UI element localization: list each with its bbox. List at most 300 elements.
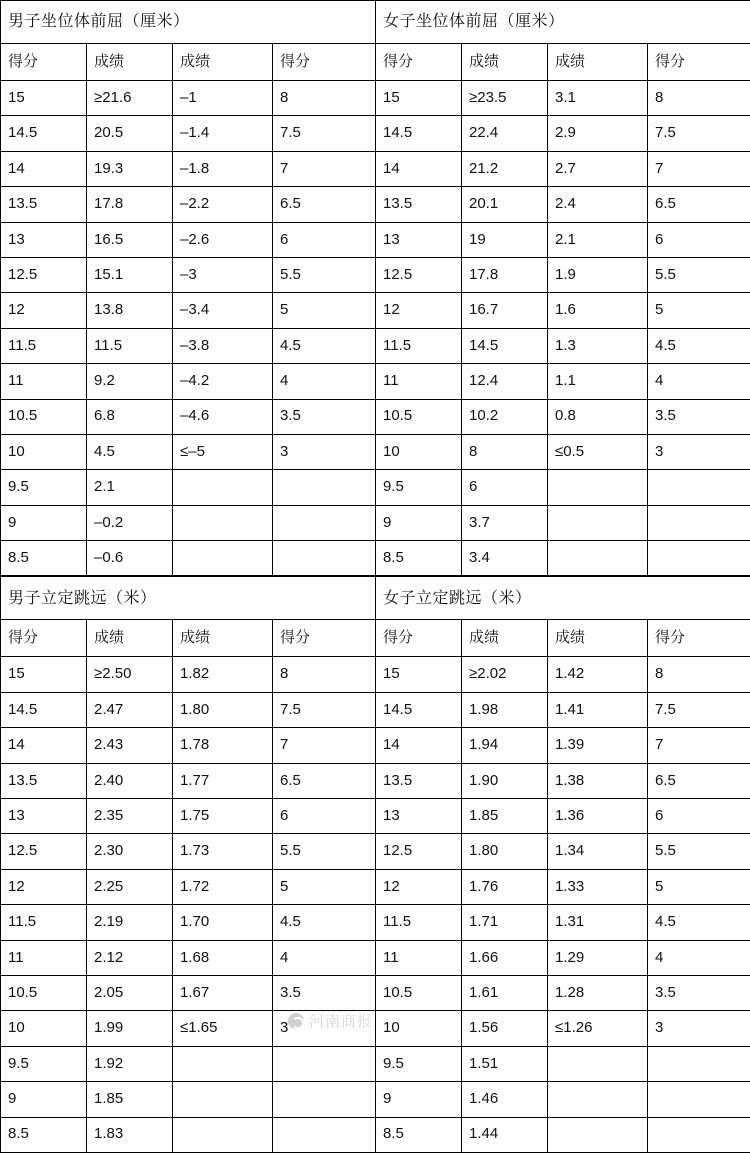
table-male-sit-and-reach bbox=[0, 0, 376, 576]
table-header-row bbox=[376, 44, 750, 81]
cell-empty bbox=[273, 541, 376, 576]
cell-score: 3.5 bbox=[648, 975, 750, 1010]
cell-score: 8 bbox=[648, 657, 750, 692]
cell-result: 1.80 bbox=[462, 834, 548, 869]
table-row bbox=[1, 187, 376, 222]
cell-score: 3.5 bbox=[273, 975, 376, 1010]
cell-result: –4.2 bbox=[173, 364, 273, 399]
cell-score: 6 bbox=[273, 222, 376, 257]
cell-result: 1.6 bbox=[548, 293, 648, 328]
table-title: 男子坐位体前屈（厘米） bbox=[1, 1, 376, 44]
cell-empty bbox=[648, 1046, 750, 1081]
cell-score: 7.5 bbox=[648, 116, 750, 151]
table-title: 女子立定跳远（米） bbox=[376, 577, 750, 620]
column-header-score-low: 得分 bbox=[1, 620, 87, 657]
column-header-score-high: 得分 bbox=[273, 620, 376, 657]
cell-score: 7.5 bbox=[273, 116, 376, 151]
cell-result: 1.36 bbox=[548, 799, 648, 834]
cell-score: 5.5 bbox=[648, 834, 750, 869]
cell-score: 5.5 bbox=[273, 834, 376, 869]
cell-empty bbox=[173, 470, 273, 505]
table-row bbox=[1, 222, 376, 257]
cell-result: 1.3 bbox=[548, 328, 648, 363]
table-row bbox=[1, 1082, 376, 1117]
cell-score: 14 bbox=[376, 151, 462, 186]
cell-score: 6.5 bbox=[648, 187, 750, 222]
cell-score: 15 bbox=[376, 657, 462, 692]
table-row bbox=[376, 151, 750, 186]
cell-result: 19 bbox=[462, 222, 548, 257]
cell-result: 1.70 bbox=[173, 905, 273, 940]
table-row bbox=[376, 81, 750, 116]
cell-score: 3 bbox=[648, 1011, 750, 1046]
cell-score: 14.5 bbox=[376, 116, 462, 151]
table-row bbox=[376, 257, 750, 292]
cell-result: 1.85 bbox=[87, 1082, 173, 1117]
cell-result: 10.2 bbox=[462, 399, 548, 434]
cell-empty bbox=[548, 1082, 648, 1117]
cell-empty bbox=[648, 1117, 750, 1152]
cell-score: 9 bbox=[376, 505, 462, 540]
cell-result: 1.80 bbox=[173, 692, 273, 727]
cell-score: 11 bbox=[376, 364, 462, 399]
cell-result: 1.72 bbox=[173, 869, 273, 904]
table-row bbox=[1, 151, 376, 186]
cell-result: 1.33 bbox=[548, 869, 648, 904]
cell-score: 9.5 bbox=[1, 470, 87, 505]
table-row bbox=[376, 940, 750, 975]
cell-empty bbox=[548, 541, 648, 576]
cell-result: 1.39 bbox=[548, 728, 648, 763]
cell-score: 5 bbox=[273, 293, 376, 328]
table-row bbox=[1, 869, 376, 904]
cell-result: 2.35 bbox=[87, 799, 173, 834]
cell-score: 4.5 bbox=[648, 328, 750, 363]
cell-score: 10.5 bbox=[1, 975, 87, 1010]
table-row bbox=[1, 1011, 376, 1046]
cell-result: 17.8 bbox=[87, 187, 173, 222]
cell-result: 1.9 bbox=[548, 257, 648, 292]
cell-result: 2.47 bbox=[87, 692, 173, 727]
table-row bbox=[1, 116, 376, 151]
column-header-score-low: 得分 bbox=[376, 44, 462, 81]
cell-score: 3 bbox=[273, 434, 376, 469]
cell-score: 4 bbox=[273, 940, 376, 975]
cell-score: 10 bbox=[1, 1011, 87, 1046]
cell-score: 4 bbox=[273, 364, 376, 399]
cell-result: 1.77 bbox=[173, 763, 273, 798]
cell-result: –3.4 bbox=[173, 293, 273, 328]
cell-result: 11.5 bbox=[87, 328, 173, 363]
table-row bbox=[376, 293, 750, 328]
cell-score: 13.5 bbox=[376, 763, 462, 798]
cell-result: 1.78 bbox=[173, 728, 273, 763]
cell-score: 7.5 bbox=[273, 692, 376, 727]
cell-score: 11 bbox=[1, 940, 87, 975]
table-row bbox=[1, 799, 376, 834]
cell-score: 13.5 bbox=[376, 187, 462, 222]
cell-score: 8.5 bbox=[376, 1117, 462, 1152]
column-header-result-high: 成绩 bbox=[548, 620, 648, 657]
cell-result: –0.6 bbox=[87, 541, 173, 576]
cell-score: 4.5 bbox=[648, 905, 750, 940]
cell-empty bbox=[173, 505, 273, 540]
cell-result: 1.90 bbox=[462, 763, 548, 798]
cell-result: 6 bbox=[462, 470, 548, 505]
column-header-result-low: 成绩 bbox=[462, 44, 548, 81]
cell-result: 1.56 bbox=[462, 1011, 548, 1046]
table-wrapper-male-standing-long-jump bbox=[0, 576, 375, 1152]
cell-score: 11.5 bbox=[376, 328, 462, 363]
cell-empty bbox=[548, 470, 648, 505]
cell-score: 14 bbox=[1, 151, 87, 186]
cell-score: 5 bbox=[648, 869, 750, 904]
table-male-standing-long-jump bbox=[0, 576, 376, 1152]
table-wrapper-male-sit-and-reach bbox=[0, 0, 375, 576]
cell-result: 22.4 bbox=[462, 116, 548, 151]
cell-score: 6 bbox=[273, 799, 376, 834]
cell-empty bbox=[273, 1117, 376, 1152]
cell-result: 1.76 bbox=[462, 869, 548, 904]
table-row bbox=[1, 728, 376, 763]
cell-score: 12 bbox=[1, 869, 87, 904]
cell-score: 10.5 bbox=[376, 975, 462, 1010]
table-row bbox=[1, 940, 376, 975]
cell-result: 1.31 bbox=[548, 905, 648, 940]
column-header-score-low: 得分 bbox=[376, 620, 462, 657]
table-row bbox=[376, 505, 750, 540]
cell-result: 2.1 bbox=[87, 470, 173, 505]
table-row bbox=[1, 541, 376, 576]
cell-result: 1.66 bbox=[462, 940, 548, 975]
cell-score: 10.5 bbox=[1, 399, 87, 434]
table-row bbox=[1, 692, 376, 727]
column-header-score-low: 得分 bbox=[1, 44, 87, 81]
cell-empty bbox=[173, 1046, 273, 1081]
cell-result: 1.85 bbox=[462, 799, 548, 834]
cell-score: 12 bbox=[1, 293, 87, 328]
cell-score: 13 bbox=[1, 222, 87, 257]
table-row bbox=[1, 657, 376, 692]
cell-result: 1.51 bbox=[462, 1046, 548, 1081]
cell-result: 1.71 bbox=[462, 905, 548, 940]
table-row bbox=[1, 505, 376, 540]
table-row bbox=[376, 328, 750, 363]
table-row bbox=[376, 434, 750, 469]
cell-result: 1.92 bbox=[87, 1046, 173, 1081]
cell-score: 8 bbox=[648, 81, 750, 116]
cell-result: 2.9 bbox=[548, 116, 648, 151]
cell-result: 12.4 bbox=[462, 364, 548, 399]
cell-empty bbox=[548, 505, 648, 540]
cell-result: 2.05 bbox=[87, 975, 173, 1010]
table-row bbox=[376, 1082, 750, 1117]
cell-score: 14 bbox=[1, 728, 87, 763]
table-row bbox=[1, 257, 376, 292]
cell-result: 1.75 bbox=[173, 799, 273, 834]
cell-score: 14.5 bbox=[1, 692, 87, 727]
table-row bbox=[1, 399, 376, 434]
cell-result: 2.30 bbox=[87, 834, 173, 869]
cell-result: 1.42 bbox=[548, 657, 648, 692]
table-row bbox=[376, 187, 750, 222]
cell-result: 13.8 bbox=[87, 293, 173, 328]
cell-score: 3.5 bbox=[648, 399, 750, 434]
cell-score: 5 bbox=[273, 869, 376, 904]
cell-score: 13 bbox=[1, 799, 87, 834]
cell-result: ≥2.02 bbox=[462, 657, 548, 692]
table-title-row bbox=[1, 577, 376, 620]
table-row bbox=[376, 728, 750, 763]
cell-score: 6.5 bbox=[273, 187, 376, 222]
cell-result: 1.61 bbox=[462, 975, 548, 1010]
cell-result: 1.99 bbox=[87, 1011, 173, 1046]
cell-result: –4.6 bbox=[173, 399, 273, 434]
table-row bbox=[376, 364, 750, 399]
cell-score: 14.5 bbox=[1, 116, 87, 151]
table-row bbox=[1, 293, 376, 328]
cell-score: 14.5 bbox=[376, 692, 462, 727]
cell-result: 3.1 bbox=[548, 81, 648, 116]
cell-empty bbox=[173, 541, 273, 576]
table-row bbox=[1, 975, 376, 1010]
table-row bbox=[1, 328, 376, 363]
cell-score: 10 bbox=[1, 434, 87, 469]
cell-result: 3.4 bbox=[462, 541, 548, 576]
cell-result: 1.82 bbox=[173, 657, 273, 692]
cell-result: 2.25 bbox=[87, 869, 173, 904]
table-row bbox=[376, 905, 750, 940]
cell-result: 2.7 bbox=[548, 151, 648, 186]
cell-empty bbox=[648, 1082, 750, 1117]
column-header-result-low: 成绩 bbox=[87, 620, 173, 657]
cell-result: –3 bbox=[173, 257, 273, 292]
cell-result: 1.34 bbox=[548, 834, 648, 869]
cell-score: 7 bbox=[273, 728, 376, 763]
cell-result: ≤0.5 bbox=[548, 434, 648, 469]
table-row bbox=[376, 975, 750, 1010]
cell-empty bbox=[273, 1082, 376, 1117]
cell-result: 1.98 bbox=[462, 692, 548, 727]
table-wrapper-female-standing-long-jump bbox=[375, 576, 750, 1152]
cell-result: 1.73 bbox=[173, 834, 273, 869]
table-row bbox=[376, 692, 750, 727]
cell-score: 7 bbox=[648, 151, 750, 186]
table-row bbox=[1, 834, 376, 869]
cell-result: –1 bbox=[173, 81, 273, 116]
cell-score: 12 bbox=[376, 293, 462, 328]
cell-result: 16.5 bbox=[87, 222, 173, 257]
column-header-score-high: 得分 bbox=[648, 620, 750, 657]
cell-score: 5.5 bbox=[648, 257, 750, 292]
cell-score: 13.5 bbox=[1, 187, 87, 222]
table-row bbox=[376, 657, 750, 692]
cell-result: 16.7 bbox=[462, 293, 548, 328]
table-row bbox=[1, 434, 376, 469]
cell-score: 5 bbox=[648, 293, 750, 328]
cell-result: 1.83 bbox=[87, 1117, 173, 1152]
cell-empty bbox=[548, 1117, 648, 1152]
cell-score: 9 bbox=[1, 1082, 87, 1117]
cell-result: 2.1 bbox=[548, 222, 648, 257]
cell-score: 15 bbox=[376, 81, 462, 116]
cell-score: 9 bbox=[1, 505, 87, 540]
cell-result: 2.12 bbox=[87, 940, 173, 975]
table-row bbox=[1, 1046, 376, 1081]
cell-score: 13 bbox=[376, 222, 462, 257]
cell-result: 8 bbox=[462, 434, 548, 469]
cell-score: 12.5 bbox=[1, 834, 87, 869]
cell-result: 0.8 bbox=[548, 399, 648, 434]
table-row bbox=[376, 834, 750, 869]
table-row bbox=[376, 116, 750, 151]
table-female-sit-and-reach bbox=[375, 0, 750, 576]
table-title: 男子立定跳远（米） bbox=[1, 577, 376, 620]
table-row bbox=[376, 1011, 750, 1046]
table-row bbox=[376, 222, 750, 257]
cell-empty bbox=[273, 470, 376, 505]
table-title: 女子坐位体前屈（厘米） bbox=[376, 1, 750, 44]
table-row bbox=[1, 81, 376, 116]
cell-result: –0.2 bbox=[87, 505, 173, 540]
table-row bbox=[376, 1046, 750, 1081]
table-row bbox=[376, 869, 750, 904]
cell-score: 3 bbox=[273, 1011, 376, 1046]
cell-empty bbox=[173, 1117, 273, 1152]
table-header-row bbox=[1, 620, 376, 657]
cell-score: 12.5 bbox=[376, 834, 462, 869]
cell-score: 7 bbox=[648, 728, 750, 763]
table-title-row bbox=[1, 1, 376, 44]
cell-result: –1.8 bbox=[173, 151, 273, 186]
cell-result: 1.67 bbox=[173, 975, 273, 1010]
cell-result: ≥21.6 bbox=[87, 81, 173, 116]
cell-score: 7 bbox=[273, 151, 376, 186]
cell-score: 10 bbox=[376, 434, 462, 469]
table-female-standing-long-jump bbox=[375, 576, 750, 1152]
cell-result: ≤1.26 bbox=[548, 1011, 648, 1046]
cell-empty bbox=[273, 505, 376, 540]
cell-result: 1.28 bbox=[548, 975, 648, 1010]
cell-score: 4 bbox=[648, 364, 750, 399]
cell-score: 4.5 bbox=[273, 328, 376, 363]
cell-result: 1.46 bbox=[462, 1082, 548, 1117]
cell-result: 1.68 bbox=[173, 940, 273, 975]
cell-score: 5.5 bbox=[273, 257, 376, 292]
cell-score: 13.5 bbox=[1, 763, 87, 798]
cell-score: 11 bbox=[1, 364, 87, 399]
cell-result: 2.43 bbox=[87, 728, 173, 763]
cell-score: 11.5 bbox=[1, 905, 87, 940]
cell-result: 2.19 bbox=[87, 905, 173, 940]
cell-score: 9.5 bbox=[376, 470, 462, 505]
cell-score: 12.5 bbox=[1, 257, 87, 292]
watermark-text: 河南商报 bbox=[309, 1010, 373, 1031]
table-row bbox=[1, 763, 376, 798]
cell-score: 8 bbox=[273, 81, 376, 116]
cell-result: 6.8 bbox=[87, 399, 173, 434]
table-wrapper-female-sit-and-reach bbox=[375, 0, 750, 576]
table-row bbox=[376, 763, 750, 798]
cell-score: 12 bbox=[376, 869, 462, 904]
cell-result: 9.2 bbox=[87, 364, 173, 399]
cell-result: 21.2 bbox=[462, 151, 548, 186]
cell-result: –2.2 bbox=[173, 187, 273, 222]
cell-result: 17.8 bbox=[462, 257, 548, 292]
cell-result: –3.8 bbox=[173, 328, 273, 363]
cell-empty bbox=[648, 470, 750, 505]
table-row bbox=[1, 364, 376, 399]
cell-score: 4 bbox=[648, 940, 750, 975]
cell-score: 10.5 bbox=[376, 399, 462, 434]
cell-score: 15 bbox=[1, 657, 87, 692]
cell-empty bbox=[548, 1046, 648, 1081]
table-row bbox=[376, 399, 750, 434]
cell-result: –1.4 bbox=[173, 116, 273, 151]
cell-score: 13 bbox=[376, 799, 462, 834]
column-header-result-high: 成绩 bbox=[548, 44, 648, 81]
cell-result: 1.1 bbox=[548, 364, 648, 399]
cell-score: 12.5 bbox=[376, 257, 462, 292]
cell-score: 9.5 bbox=[1, 1046, 87, 1081]
cell-score: 11.5 bbox=[376, 905, 462, 940]
table-header-row bbox=[376, 620, 750, 657]
cell-score: 9.5 bbox=[376, 1046, 462, 1081]
column-header-score-high: 得分 bbox=[648, 44, 750, 81]
cell-result: 14.5 bbox=[462, 328, 548, 363]
cell-result: ≤–5 bbox=[173, 434, 273, 469]
cell-result: 3.7 bbox=[462, 505, 548, 540]
table-row bbox=[376, 541, 750, 576]
column-header-result-low: 成绩 bbox=[87, 44, 173, 81]
cell-result: 1.29 bbox=[548, 940, 648, 975]
cell-result: 1.44 bbox=[462, 1117, 548, 1152]
cell-score: 11.5 bbox=[1, 328, 87, 363]
table-row bbox=[376, 470, 750, 505]
cell-result: 1.38 bbox=[548, 763, 648, 798]
cell-result: ≥23.5 bbox=[462, 81, 548, 116]
cell-score: 8.5 bbox=[1, 541, 87, 576]
cell-result: 20.1 bbox=[462, 187, 548, 222]
cell-score: 6.5 bbox=[273, 763, 376, 798]
column-header-score-high: 得分 bbox=[273, 44, 376, 81]
cell-score: 11 bbox=[376, 940, 462, 975]
cell-score: 6 bbox=[648, 799, 750, 834]
cell-score: 15 bbox=[1, 81, 87, 116]
table-row bbox=[1, 470, 376, 505]
table-row bbox=[376, 1117, 750, 1152]
cell-score: 3.5 bbox=[273, 399, 376, 434]
cell-result: ≤1.65 bbox=[173, 1011, 273, 1046]
cell-result: 2.4 bbox=[548, 187, 648, 222]
cell-score: 9 bbox=[376, 1082, 462, 1117]
cell-result: ≥2.50 bbox=[87, 657, 173, 692]
table-row bbox=[376, 799, 750, 834]
cell-score: 8 bbox=[273, 657, 376, 692]
cell-empty bbox=[173, 1082, 273, 1117]
table-title-row bbox=[376, 1, 750, 44]
cell-result: 19.3 bbox=[87, 151, 173, 186]
column-header-result-low: 成绩 bbox=[462, 620, 548, 657]
cell-score: 3 bbox=[648, 434, 750, 469]
table-row bbox=[1, 905, 376, 940]
cell-score: 8.5 bbox=[376, 541, 462, 576]
cell-score: 6 bbox=[648, 222, 750, 257]
cell-result: 2.40 bbox=[87, 763, 173, 798]
cell-result: 20.5 bbox=[87, 116, 173, 151]
cell-empty bbox=[648, 505, 750, 540]
cell-result: 1.41 bbox=[548, 692, 648, 727]
